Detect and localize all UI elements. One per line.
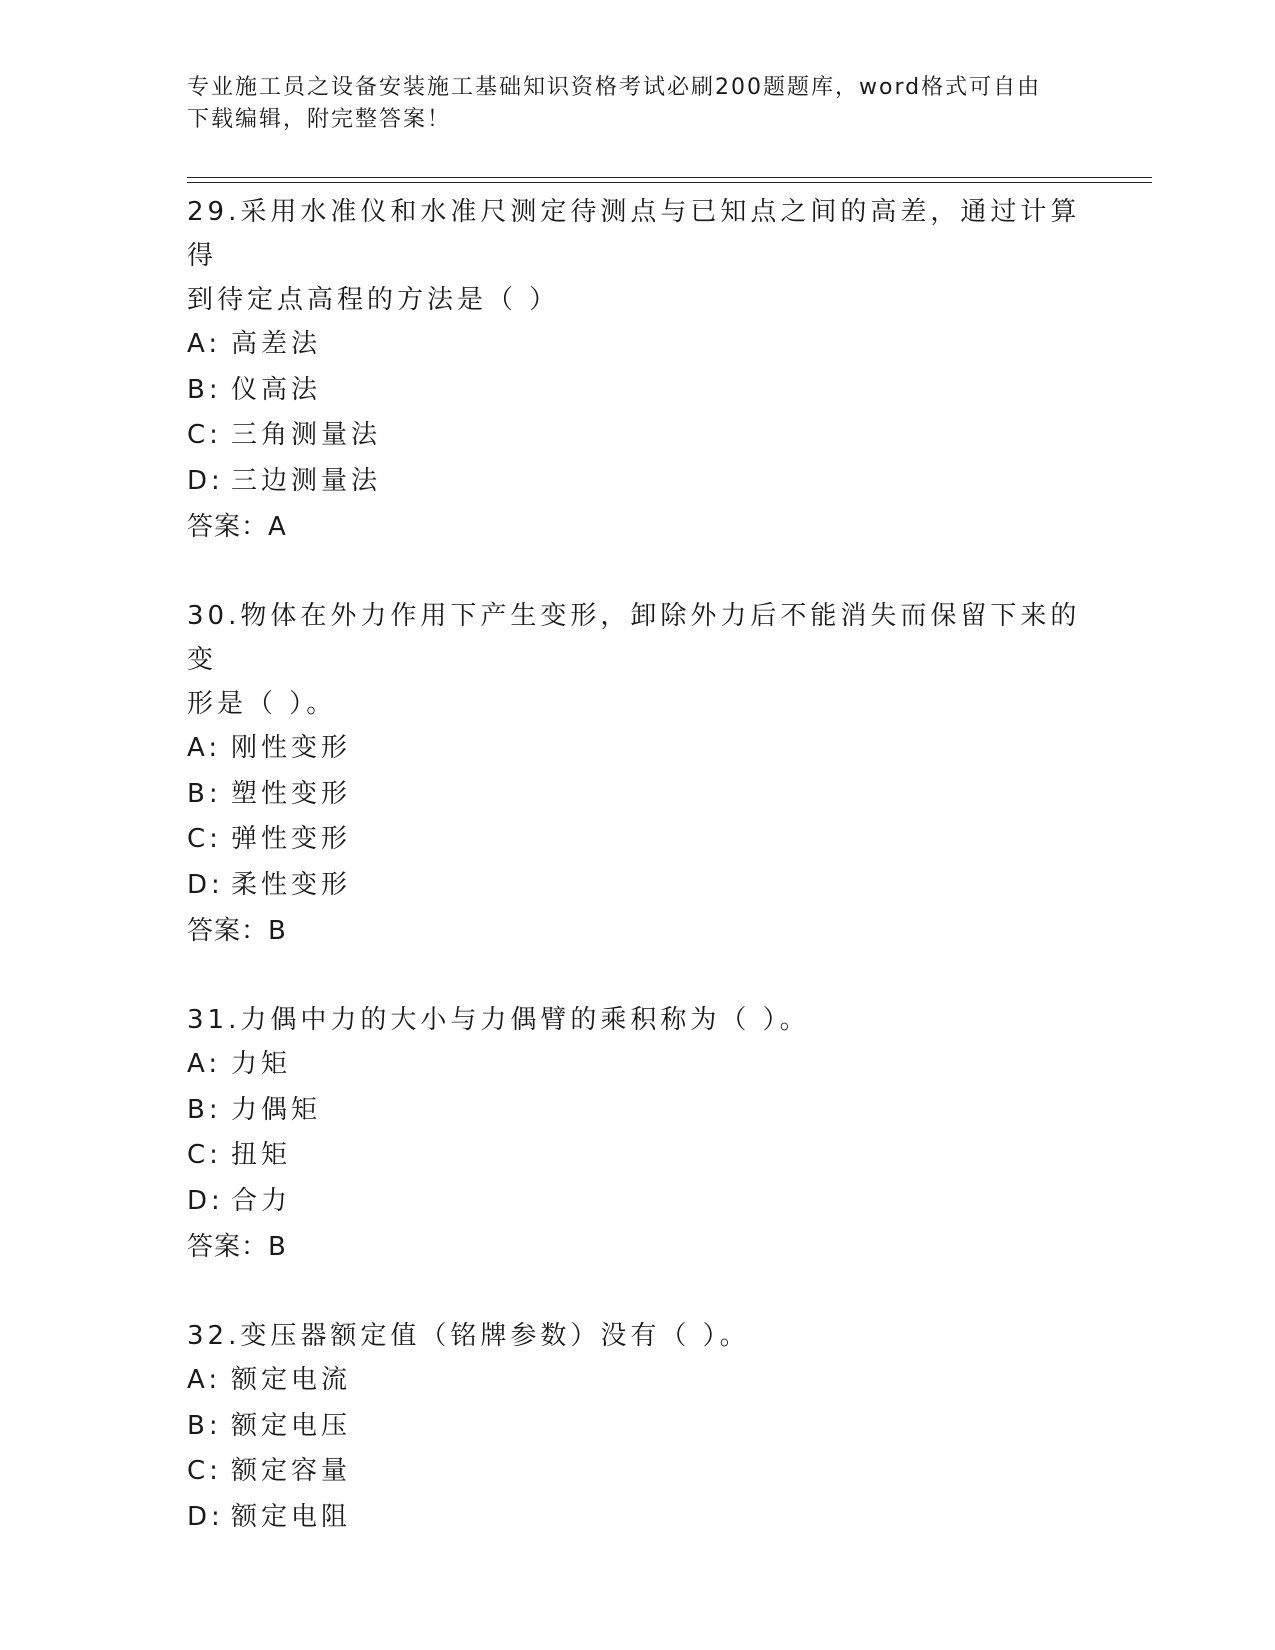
option-a (187, 1358, 1087, 1404)
option-text: 额定电阻 (231, 1501, 352, 1532)
answer-line: 答案：B (187, 1232, 287, 1262)
option-d (187, 1495, 1087, 1541)
question-stem-line: 到待定点高程的方法是（ ） (187, 285, 560, 315)
option-d (187, 459, 1087, 505)
option-d (187, 863, 1087, 909)
header-title-line-1: 专业施工员之设备安装施工基础知识资格考试必刷200题题库，word格式可自由 (187, 75, 1042, 100)
option-text: 额定容量 (231, 1456, 352, 1486)
option-d (187, 1179, 1087, 1225)
question-list (187, 190, 1087, 1584)
option-text: 刚性变形 (231, 733, 352, 763)
option-text: 柔性变形 (231, 869, 352, 900)
option-text: 力矩 (231, 1049, 292, 1079)
option-b (187, 1404, 1087, 1450)
question-stem-line: 32.变压器额定值（铭牌参数）没有（ ）。 (187, 1321, 750, 1351)
option-text: 三边测量法 (231, 465, 382, 496)
option-b (187, 772, 1087, 818)
option-text: 额定电流 (231, 1365, 352, 1395)
option-b (187, 368, 1087, 414)
option-letter: C: (187, 420, 222, 450)
header-divider-bottom (187, 182, 1152, 183)
option-b (187, 1088, 1087, 1134)
answer-line: 答案：B (187, 916, 287, 946)
option-letter: A: (187, 329, 222, 359)
option-c (187, 1449, 1087, 1495)
header-divider-top (187, 177, 1152, 178)
option-a (187, 1042, 1087, 1088)
option-letter: C: (187, 1140, 222, 1170)
option-text: 额定电压 (231, 1410, 352, 1441)
option-text: 仪高法 (231, 374, 322, 405)
option-letter: D: (187, 1185, 224, 1216)
option-text: 扭矩 (231, 1140, 292, 1170)
option-letter: D: (187, 465, 224, 496)
option-a (187, 726, 1087, 772)
option-letter: B: (187, 1094, 222, 1125)
option-text: 力偶矩 (231, 1094, 322, 1125)
question-30 (187, 594, 1087, 954)
option-c (187, 413, 1087, 459)
header-title-line-2: 下载编辑，附完整答案！ (187, 107, 452, 132)
option-c (187, 1133, 1087, 1179)
option-text: 三角测量法 (231, 420, 382, 450)
option-letter: A: (187, 1365, 222, 1395)
question-32 (187, 1314, 1087, 1540)
option-letter: C: (187, 824, 222, 854)
document-header (187, 72, 1067, 136)
option-letter: D: (187, 869, 224, 900)
question-stem-line: 31.力偶中力的大小与力偶臂的乘积称为（ ）。 (187, 1005, 810, 1035)
option-c (187, 817, 1087, 863)
option-text: 合力 (231, 1185, 292, 1216)
option-text: 高差法 (231, 329, 322, 359)
question-stem-line: 30.物体在外力作用下产生变形，卸除外力后不能消失而保留下来的变 (187, 601, 1081, 675)
option-letter: B: (187, 778, 222, 809)
option-letter: D: (187, 1501, 224, 1532)
option-letter: A: (187, 733, 222, 763)
option-letter: B: (187, 1410, 222, 1441)
option-letter: B: (187, 374, 222, 405)
answer-line: 答案：A (187, 512, 287, 542)
question-stem-line: 形是（ ）。 (187, 689, 337, 719)
option-letter: C: (187, 1456, 222, 1486)
option-text: 塑性变形 (231, 778, 352, 809)
option-text: 弹性变形 (231, 824, 352, 854)
question-29 (187, 190, 1087, 550)
option-a (187, 322, 1087, 368)
option-letter: A: (187, 1049, 222, 1079)
question-31 (187, 998, 1087, 1270)
question-stem-line: 29.采用水准仪和水准尺测定待测点与已知点之间的高差，通过计算得 (187, 197, 1081, 271)
